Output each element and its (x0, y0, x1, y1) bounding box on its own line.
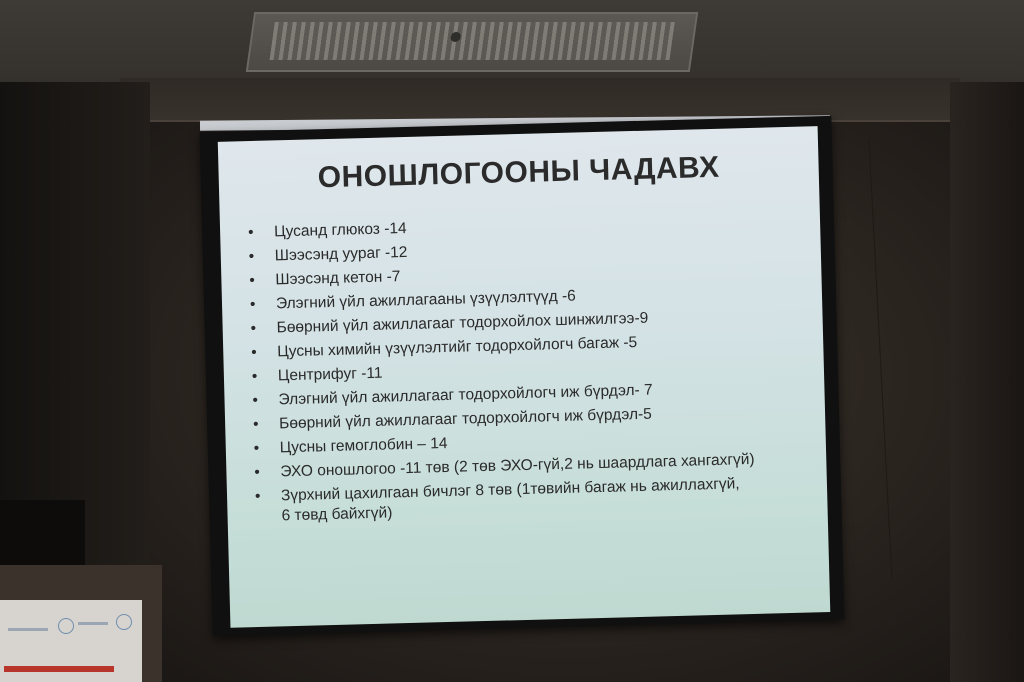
poster-logo-icon (58, 618, 74, 634)
bullet-text: Цусны химийн үзүүлэлтийг тодорхойлогч багаж -5 (277, 333, 638, 361)
slide (218, 126, 831, 628)
bullet-text: Шээсэнд уураг -12 (274, 243, 408, 265)
bullet-dot: • (249, 271, 256, 290)
poster-line (78, 622, 108, 625)
bullet-text: Элэгний үйл ажиллагааг тодорхойлогч иж бүрдэл- 7 (278, 381, 653, 409)
slide-title: ОНОШЛОГООНЫ ЧАДАВХ (317, 150, 721, 195)
bullet-text: Цусанд глюкоз -14 (273, 219, 407, 241)
ceiling-vent (246, 12, 698, 72)
bullet-dot: • (248, 247, 255, 266)
bullet-text: Центрифуг -11 (277, 364, 383, 385)
poster-emblem-icon (116, 614, 132, 630)
bullet-dot: • (251, 343, 257, 362)
bullet-list (244, 209, 812, 532)
wall-panel (0, 500, 85, 570)
bullet-text: Элэгний үйл ажиллагааны үзүүлэлтүүд -6 (275, 287, 576, 313)
bullet-text: Цусны гемоглобин – 14 (279, 434, 448, 457)
bullet-dot: • (247, 223, 254, 242)
poster-line (8, 628, 48, 631)
bullet-text-continued: 6 төвд байхгүй) (281, 504, 393, 525)
projection-screen (200, 116, 845, 636)
bullet-text: Бөөрний үйл ажиллагааг тодорхойлогч иж бүрдэл-5 (278, 405, 652, 433)
bullet-dot: • (254, 463, 261, 482)
bullet-dot: • (251, 367, 258, 386)
bullet-text: Шээсэнд кетон -7 (275, 268, 401, 289)
ceiling-beam (120, 78, 960, 122)
bullet-text: Зүрхний цахилгаан бичлэг 8 төв (1төвийн багаж нь ажиллахгүй, (280, 475, 740, 505)
wall-cable (868, 140, 922, 580)
bullet-dot: • (253, 439, 260, 458)
vent-slats (269, 22, 674, 60)
poster-red-banner (4, 666, 114, 672)
bullet-text: ЭХО оношлогоо -11 төв (2 төв ЭХО-гүй,2 нь шаардлага хангахгүй) (280, 450, 755, 481)
right-wall (950, 82, 1024, 682)
bullet-text: Бөөрний үйл ажиллагааг тодорхойлох шинжилгээ-9 (276, 309, 649, 337)
bullet-dot: • (254, 487, 261, 506)
bullet-dot: • (249, 295, 256, 314)
bullet-dot: • (250, 319, 257, 338)
wall-poster (0, 600, 142, 682)
bullet-dot: • (252, 415, 259, 434)
bullet-dot: • (252, 391, 259, 410)
